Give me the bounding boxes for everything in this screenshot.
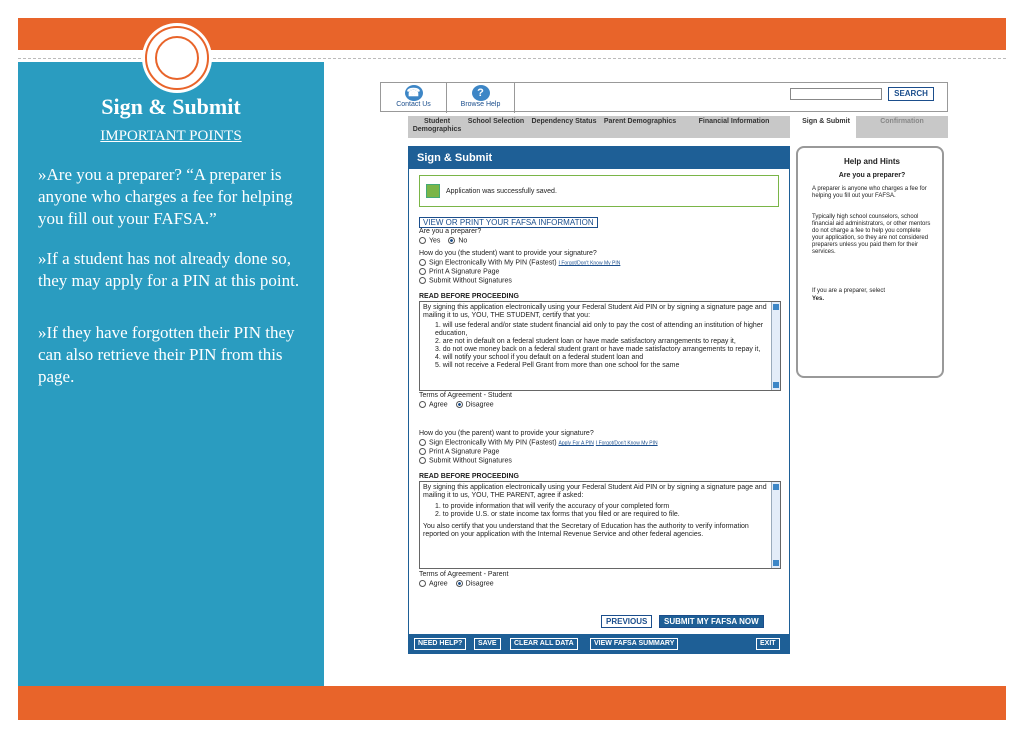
parent-without-option[interactable]: Submit Without Signatures: [419, 457, 512, 464]
apply-pin-link[interactable]: Apply For A PIN: [558, 440, 594, 447]
point-3: »If they have forgotten their PIN they can also retrieve their PIN from this page.: [38, 323, 295, 386]
previous-button[interactable]: PREVIOUS: [601, 615, 652, 628]
student-agree-radio[interactable]: [419, 401, 426, 408]
parent-print-option[interactable]: Print A Signature Page: [419, 448, 499, 455]
fafsa-screenshot: [380, 76, 980, 676]
search-input[interactable]: [790, 88, 882, 100]
preparer-no-radio[interactable]: [448, 237, 455, 244]
help-p3: If you are a preparer, select: [812, 288, 886, 294]
parent-disagree-radio[interactable]: [456, 580, 463, 587]
point-1: »Are you a preparer? “A preparer is anyone who charges a fee for helping you fill out your FAFSA.”: [38, 165, 293, 228]
student-sig-question: How do you (the student) want to provide your signature?: [419, 250, 597, 257]
circle-ornament: [145, 26, 209, 90]
step-financial-information[interactable]: Financial Information: [678, 116, 790, 138]
contact-label: Contact Us: [396, 101, 431, 108]
preparer-yes-radio[interactable]: [419, 237, 426, 244]
help-p2: Typically high school counselors, school financial aid administrators, or other mentors do not charge a fee to help you complete your application, so they are not considered preparers unless you paid them for their services.: [812, 214, 931, 255]
help-question: Are you a preparer?: [838, 172, 906, 179]
parent-sig-question: How do you (the parent) want to provide your signature?: [419, 430, 594, 437]
point-2: »If a student has not already done so, they may apply for a PIN at this point.: [38, 249, 300, 290]
forgot-pin-link[interactable]: I Forgot/Don't Know My PIN: [558, 260, 621, 267]
step-student-demographics[interactable]: Student Demographics: [408, 116, 466, 138]
check-icon: [426, 184, 440, 198]
contact-icon: ☎: [405, 85, 423, 101]
terms-parent-label: Terms of Agreement - Parent: [419, 571, 509, 578]
contact-us-button[interactable]: [381, 83, 447, 113]
student-print-option[interactable]: Print A Signature Page: [419, 268, 499, 275]
step-parent-demographics[interactable]: Parent Demographics: [602, 116, 678, 138]
step-confirmation: Confirmation: [856, 116, 948, 138]
yes-label: Yes: [429, 237, 441, 245]
slide-title: Sign & Submit: [101, 94, 241, 119]
no-label: No: [458, 237, 468, 245]
student-without-option[interactable]: Submit Without Signatures: [419, 277, 512, 284]
student-terms-box[interactable]: By signing this application electronically using your Federal Student Aid PIN or by signing a signature page and mailing it to us, YOU, THE STUDENT, certify that you: 1. will use federal and/or state student financial aid only to pay the cost of attending an institution of higher education, 2. are not in default on a federal student loan or have made satisfactory arrangements to repay it, 3. do not owe money back on a federal student grant or have made satisfactory arrangements to repay it, 4. will notify your school if you default on a federal student loan and 5. will not receive a Federal Pell Grant from more than one school for the same: [419, 301, 781, 391]
preparer-radios: [419, 237, 467, 244]
notes-panel: [18, 62, 324, 686]
student-disagree-radio[interactable]: [456, 401, 463, 408]
bottom-nav: [408, 634, 790, 654]
preparer-question: Are you a preparer?: [419, 228, 482, 235]
parent-terms-scrollbar[interactable]: [771, 482, 780, 568]
student-agree-radios: Agree Disagree: [419, 401, 494, 408]
save-button[interactable]: SAVE: [474, 638, 501, 650]
read-before-student: READ BEFORE PROCEEDING: [419, 293, 519, 300]
help-p1: A preparer is anyone who charges a fee for helping you fill out your FAFSA.: [812, 186, 927, 199]
saved-text: Application was successfully saved.: [446, 188, 557, 195]
bottom-accent-bar: [18, 686, 1006, 720]
view-summary-button[interactable]: VIEW FAFSA SUMMARY: [590, 638, 678, 650]
terms-student-label: Terms of Agreement - Student: [419, 392, 512, 399]
exit-button[interactable]: EXIT: [756, 638, 780, 650]
student-pin-option[interactable]: Sign Electronically With My PIN (Fastest) I Forgot/Don't Know My PIN: [419, 259, 620, 266]
slide-subtitle: IMPORTANT POINTS: [100, 128, 242, 144]
parent-agree-radios: Agree Disagree: [419, 580, 494, 587]
help-hints-panel: [796, 146, 944, 378]
step-sign-submit[interactable]: Sign & Submit: [796, 116, 856, 138]
parent-terms-box[interactable]: By signing this application electronically using your Federal Student Aid PIN or by signing a signature page and mailing it to us, YOU, THE PARENT, agree if asked: 1. to provide information that will verify the accuracy of your completed form 2. to provide U.S. or state income tax forms that you filed or are required to file. You also certify that you understand that the Secretary of Education has the authority to verify information reported on your application with the Internal Revenue Service and other federal agencies.: [419, 481, 781, 569]
student-terms-scrollbar[interactable]: [771, 302, 780, 390]
parent-pin-option[interactable]: Sign Electronically With My PIN (Fastest) Apply For A PIN I Forgot/Don't Know My PIN: [419, 439, 658, 446]
step-dependency-status[interactable]: Dependency Status: [526, 116, 602, 138]
submit-fafsa-button[interactable]: SUBMIT MY FAFSA NOW: [659, 615, 764, 628]
browse-label: Browse Help: [460, 101, 501, 108]
clear-all-data-button[interactable]: CLEAR ALL DATA: [510, 638, 578, 650]
progress-steps: [408, 116, 948, 138]
parent-forgot-pin-link[interactable]: I Forgot/Don't Know My PIN: [595, 440, 658, 447]
need-help-button[interactable]: NEED HELP?: [414, 638, 466, 650]
view-print-button[interactable]: VIEW OR PRINT YOUR FAFSA INFORMATION: [419, 217, 598, 228]
browse-help-button[interactable]: [447, 83, 515, 113]
help-p3-yes: Yes.: [812, 296, 825, 302]
help-icon: ?: [472, 85, 490, 101]
saved-message: [419, 175, 779, 207]
help-title: Help and Hints: [843, 157, 900, 166]
step-school-selection[interactable]: School Selection: [466, 116, 526, 138]
form-header: Sign & Submit: [409, 147, 789, 169]
search-button[interactable]: SEARCH: [888, 87, 934, 101]
sign-submit-form: [408, 146, 790, 654]
parent-agree-radio[interactable]: [419, 580, 426, 587]
read-before-parent: READ BEFORE PROCEEDING: [419, 473, 519, 480]
